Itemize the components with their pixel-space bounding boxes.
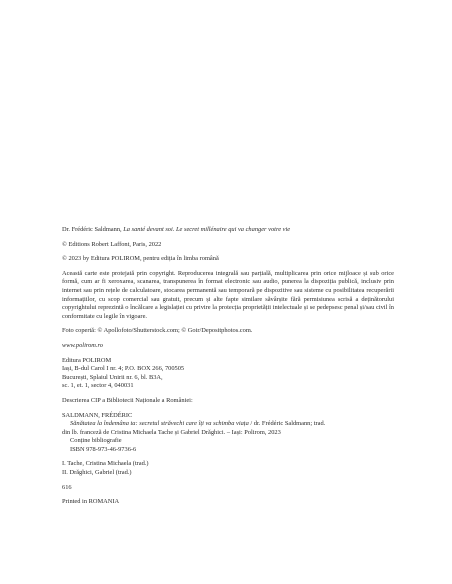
copyright-translation: © 2023 by Editura POLIROM, pentru ediția în limba română — [62, 255, 219, 263]
publisher-address-bucuresti: București, Splaiul Unirii nr. 6, bl. B3A, — [62, 373, 163, 381]
publisher-name: Editura POLIROM — [62, 356, 112, 364]
cip-title-line — [62, 420, 394, 429]
publisher-website: www.polirom.ro — [62, 341, 103, 349]
cip-heading: Descrierea CIP a Bibliotecii Naționale a României: — [62, 396, 193, 404]
cip-added-entry-2: II. Drăghici, Gabriel (trad.) — [62, 469, 132, 477]
cip-title-rest: / dr. Frédéric Saldmann; trad. — [250, 420, 326, 428]
legal-notice: Această carte este protejată prin copyright. Reproducerea integrală sau parțială, multiplicarea prin orice mijloace și sub orice formă, cum ar fi xeroxarea, scanarea, transpunerea în format electronic sau audio, punerea la dispoziția publică, inclusiv prin internet sau prin rețele de calculatoare, stocarea permanentă sau temporară pe dispozitive sau sisteme cu posibilitatea recuperării informațiilor, cu scop comercial sau gratuit, precum și alte fapte similare săvârșite fără permisiunea scrisă a deținătorului copyrightului reprezintă o încălcare a legislației cu privire la protecția proprietății intelectuale și se pedepsesc penal și/sau civil în conformitate cu legile în vigoare. — [62, 269, 394, 320]
cip-bibliography: Conține bibliografie — [70, 437, 122, 445]
cip-added-entry-1: I. Tache, Cristina Michaela (trad.) — [62, 460, 149, 468]
original-title: La santé devant soi. Le secret millénaire qui va changer votre vie — [123, 226, 291, 233]
original-author: Dr. Frédéric Saldmann, — [62, 226, 122, 233]
cip-isbn: ISBN 978-973-46-9736-6 — [70, 445, 137, 453]
publisher-address-sector: sc. 1, et. 1, sector 4, 040031 — [62, 382, 134, 390]
cip-class-number: 616 — [62, 483, 72, 491]
cip-added-entries — [62, 460, 394, 477]
copyright-original: © Editions Robert Laffont, Paris, 2022 — [62, 240, 162, 248]
cip-record — [62, 412, 394, 455]
cip-title: Sănătatea la îndemâna ta: secretul străvechi care îți va schimba viața — [70, 420, 249, 428]
copyright-block — [62, 226, 394, 507]
cip-translators: din lb. franceză de Cristina Michaela Tache și Gabriel Drăghici. – Iași: Polirom, 2023 — [62, 428, 281, 436]
publisher-address-block — [62, 357, 394, 391]
cover-photo-credit: Foto copertă: © Apollofoto/Shutterstock.com; © Goir/Depositphotos.com. — [62, 327, 253, 335]
publisher-address-iasi: Iași, B-dul Carol I nr. 4; P.O. BOX 266, 700505 — [62, 365, 185, 373]
cip-author: SALDMANN, FRÉDÉRIC — [62, 411, 133, 419]
original-edition-line — [62, 226, 394, 235]
printed-in: Printed in ROMANIA — [62, 498, 120, 506]
